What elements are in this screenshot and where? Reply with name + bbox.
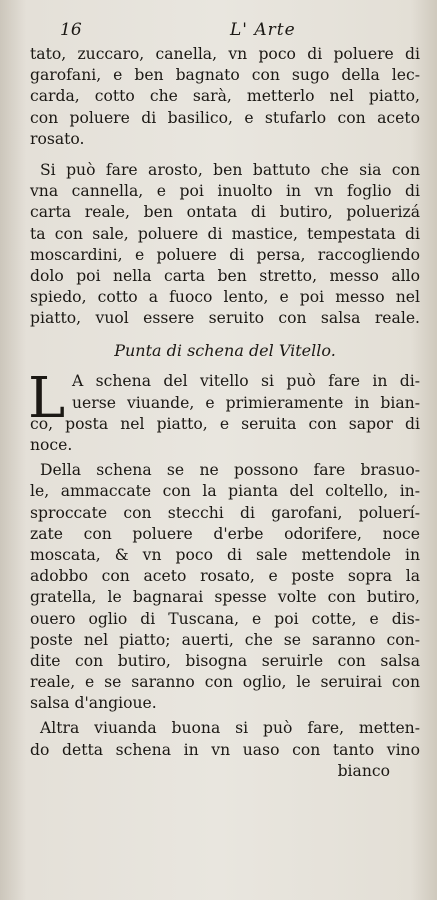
running-title: L' Arte: [230, 20, 296, 40]
text-line: ouero oglio di Tuscana, e poi cotte, e dis-: [30, 609, 420, 628]
text-line: adobbo con aceto rosato, e poste sopra la: [30, 567, 420, 586]
text-line: spiedo, cotto a fuoco lento, e poi messo nel: [30, 288, 420, 307]
text-line: moscata, & vn poco di sale mettendole in: [30, 545, 420, 564]
text-line: Della schena se ne possono fare brasuo-: [40, 461, 420, 480]
text-line: piatto, vuol essere seruito con salsa reale.: [30, 309, 420, 328]
text-line: ta con sale, poluere di mastice, tempestata di: [30, 224, 420, 243]
section-heading: Punta di schena del Vitello.: [114, 341, 336, 361]
text-line: do detta schena in vn uaso con tanto vino: [30, 740, 420, 759]
text-line: dite con butiro, bisogna seruirle con salsa: [30, 651, 420, 670]
text-line: poste nel piatto; auerti, che se saranno con-: [30, 630, 420, 649]
body-text: [30, 44, 420, 782]
text-line: carda, cotto che sarà, metterlo nel piatto,: [30, 87, 420, 106]
text-line: zate con poluere d'erbe odorifere, noce: [30, 524, 420, 543]
paragraph-2: [30, 160, 420, 330]
paragraph-1: [30, 44, 420, 150]
text-line: salsa d'angioue.: [30, 694, 157, 713]
text-line: carta reale, ben ontata di butiro, poluerizá: [30, 203, 420, 222]
text-line: tato, zuccaro, canella, vn poco di poluere di: [30, 45, 420, 63]
text-line: A schena del vitello si può fare in di-: [72, 372, 420, 391]
paragraph-4: [30, 460, 420, 714]
text-line: uerse viuande, e primieramente in bian-: [72, 393, 420, 412]
text-line: con poluere di basilico, e stufarlo con aceto: [30, 108, 420, 127]
text-line: rosato.: [30, 129, 85, 148]
catchword: bianco: [337, 761, 390, 780]
text-line: noce.: [30, 436, 73, 454]
text-line: garofani, e ben bagnato con sugo della lec-: [30, 66, 420, 85]
text-line: dolo poi nella carta ben stretto, messo allo: [30, 266, 420, 285]
page-number: 16: [60, 20, 82, 40]
paragraph-5: [30, 718, 420, 760]
text-line: reale, e se saranno con oglio, le seruirai con: [30, 673, 420, 692]
text-line: vna cannella, e poi inuolto in vn foglio di: [30, 182, 420, 201]
page-header: [60, 20, 401, 42]
text-line: moscardini, e poluere di persa, raccogliendo: [30, 245, 420, 264]
text-line: co, posta nel piatto, e seruita con sapor di: [30, 414, 420, 433]
text-line: sproccate con stecchi di garofani, poluerí-: [30, 503, 420, 522]
text-line: gratella, le bagnarai spesse volte con butiro,: [30, 588, 420, 607]
text-line: Altra viuanda buona si può fare, metten-: [40, 719, 420, 738]
text-line: le, ammaccate con la pianta del coltello, in-: [30, 482, 420, 501]
drop-cap: L: [28, 366, 66, 432]
paragraph-3: [28, 366, 420, 456]
text-line: Si può fare arosto, ben battuto che sia con: [40, 160, 420, 179]
